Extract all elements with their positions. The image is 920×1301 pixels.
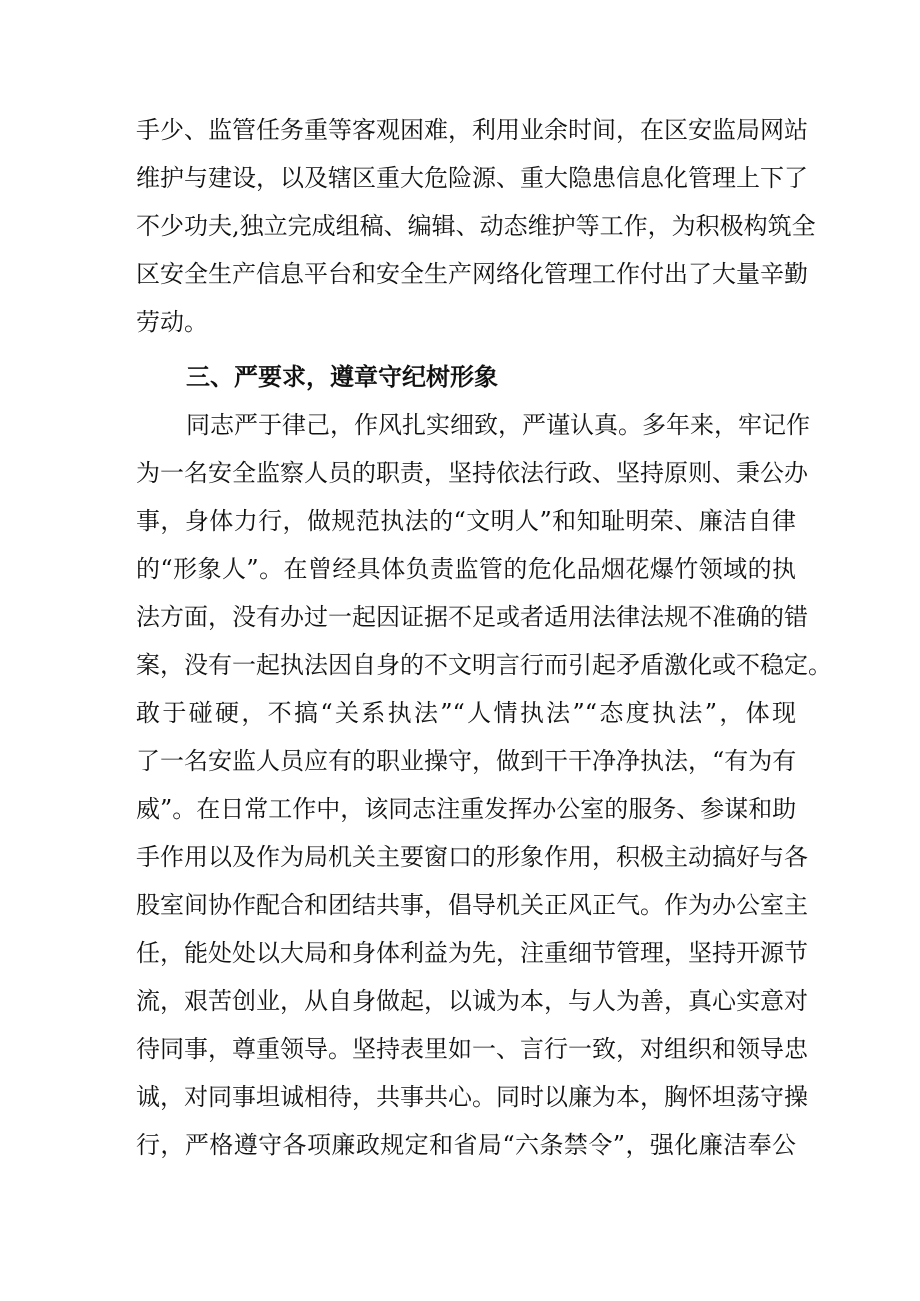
paragraph-line: 劳动。 — [136, 308, 208, 336]
paragraph-line: 同志严于律己，作风扎实细致，严谨认真。多年来，牢记作 — [186, 411, 810, 439]
paragraph-line: 手作用以及作为局机关主要窗口的形象作用，积极主动搞好与各 — [136, 843, 808, 871]
paragraph-line: 了一名安监人员应有的职业操守，做到干干净净执法，“有为有 — [136, 747, 797, 775]
paragraph-line: 法方面，没有办过一起因证据不足或者适用法律法规不准确的错 — [136, 603, 808, 631]
paragraph-line: 任，能处处以大局和身体利益为先，注重细节管理，坚持开源节 — [136, 939, 808, 967]
paragraph-line: 维护与建设，以及辖区重大危险源、重大隐患信息化管理上下了 — [136, 164, 808, 192]
section-heading: 三、严要求，遵章守纪树形象 — [186, 363, 498, 391]
paragraph-line: 不少功夫,独立完成组稿、编辑、动态维护等工作，为积极构筑全 — [136, 212, 816, 240]
paragraph-line: 的“形象人”。在曾经具体负责监管的危化品烟花爆竹领域的执 — [136, 555, 796, 583]
paragraph-line: 区安全生产信息平台和安全生产网络化管理工作付出了大量辛勤 — [136, 260, 808, 288]
paragraph-line: 行，严格遵守各项廉政规定和省局“六条禁令”，强化廉洁奉公 — [136, 1131, 796, 1159]
paragraph-line: 敢于碰硬，不搞“关系执法”“人情执法”“态度执法”，体现 — [136, 699, 796, 727]
paragraph-line: 手少、监管任务重等客观困难，利用业余时间，在区安监局网站 — [136, 116, 808, 144]
paragraph-line: 案，没有一起执法因自身的不文明言行而引起矛盾激化或不稳定。 — [136, 651, 832, 679]
paragraph-line: 威”。在日常工作中，该同志注重发挥办公室的服务、参谋和助 — [136, 795, 797, 823]
paragraph-line: 为一名安全监察人员的职责，坚持依法行政、坚持原则、秉公办 — [136, 459, 808, 487]
paragraph-line: 事，身体力行，做规范执法的“文明人”和知耻明荣、廉洁自律 — [136, 507, 796, 535]
paragraph-line: 流，艰苦创业，从自身做起，以诚为本，与人为善，真心实意对 — [136, 987, 808, 1015]
paragraph-line: 股室间协作配合和团结共事，倡导机关正风正气。作为办公室主 — [136, 891, 808, 919]
paragraph-line: 诚，对同事坦诚相待，共事共心。同时以廉为本，胸怀坦荡守操 — [136, 1083, 808, 1111]
paragraph-line: 待同事，尊重领导。坚持表里如一、言行一致，对组织和领导忠 — [136, 1035, 808, 1063]
